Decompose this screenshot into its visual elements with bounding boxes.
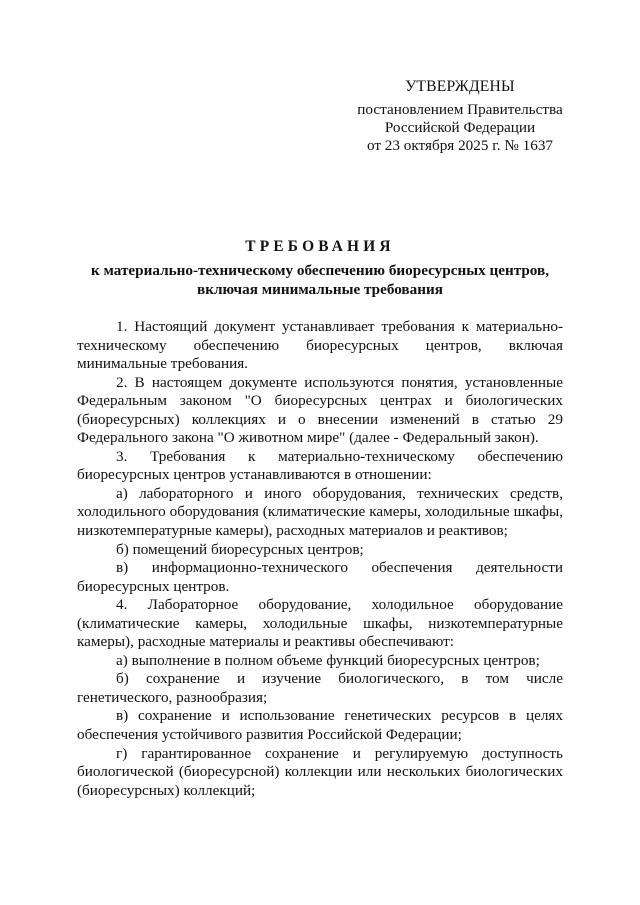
document-body — [77, 318, 563, 800]
paragraph-3c: в) информационно-технического обеспечения деятельности биоресурсных центров. — [77, 559, 563, 595]
paragraph-4d: г) гарантированное сохранение и регулируемую доступность биологической (биоресурсной) коллекции или нескольких биологических (биоресурсных) коллекций; — [77, 744, 563, 799]
approval-stamp — [330, 78, 590, 155]
approval-line-3: от 23 октября 2025 г. № 1637 — [366, 137, 554, 154]
subtitle-line-2: включая минимальные требования — [197, 280, 443, 298]
approval-line-2: Российской Федерации — [384, 119, 536, 136]
paragraph-3a: а) лабораторного и иного оборудования, технических средств, холодильного оборудования (климатические камеры, холодильные шкафы, низкотемпературные камеры), расходных материалов и реактивов; — [77, 484, 563, 540]
paragraph-2: 2. В настоящем документе используются понятия, установленные Федеральным законом "О биоресурсных центрах и биологических (биоресурсных) коллекциях и о внесении изменений в статью 29 Федерального закона "О животном мире" (далее - Федеральный закон). — [77, 373, 563, 447]
paragraph-4a: а) выполнение в полном объеме функций биоресурсных центров; — [116, 651, 540, 669]
subtitle-line-1: к материально-техническому обеспечению биоресурсных центров, — [90, 262, 550, 279]
paragraph-4: 4. Лабораторное оборудование, холодильное оборудование (климатические камеры, холодильные шкафы, низкотемпературные камеры), расходные материалы и реактивы обеспечивают: — [77, 596, 563, 651]
paragraph-4c: в) сохранение и использование генетических ресурсов в целях обеспечения устойчивого развития Российской Федерации; — [77, 707, 563, 744]
document-title: ТРЕБОВАНИЯ — [245, 238, 395, 255]
paragraph-3: 3. Требования к материально-техническому обеспечению биоресурсных центров устанавливаются в отношении: — [77, 447, 563, 484]
approval-line-1: постановлением Правительства — [357, 101, 563, 118]
approval-heading: УТВЕРЖДЕНЫ — [405, 78, 515, 95]
document-subtitle — [60, 262, 580, 299]
paragraph-4b: б) сохранение и изучение биологического, в том числе генетического, разнообразия; — [77, 670, 563, 706]
paragraph-3b: б) помещений биоресурсных центров; — [116, 540, 364, 558]
paragraph-1: 1. Настоящий документ устанавливает требования к материально-техническому обеспечению биоресурсных центров, включая минимальные требования. — [77, 318, 563, 373]
